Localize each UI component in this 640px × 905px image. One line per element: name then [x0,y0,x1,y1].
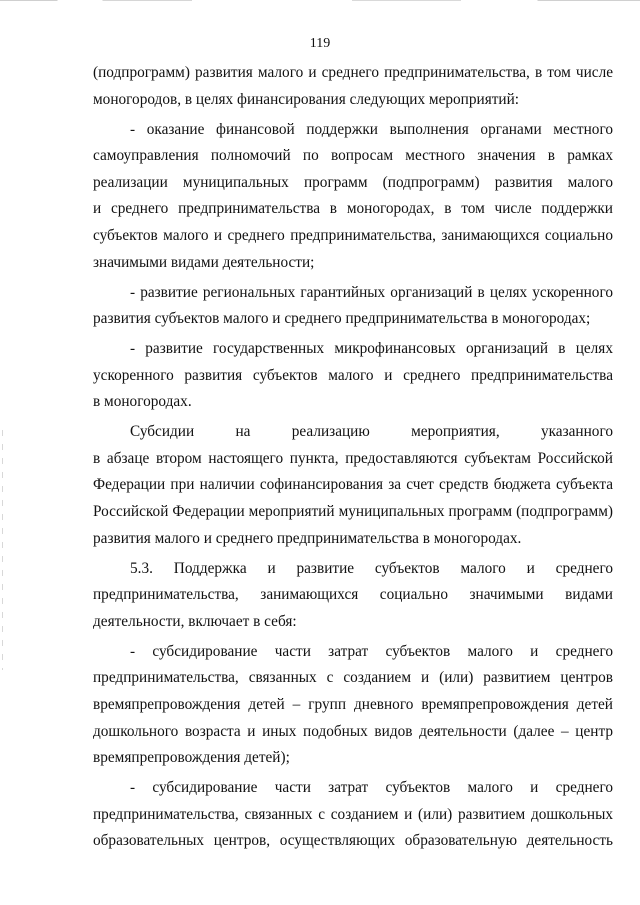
text-line: Федерации при наличии софинансирования за счет средств бюджета субъекта [93,476,613,494]
text-line: - субсидирование части затрат субъектов малого и среднего [130,642,613,660]
text-line: и среднего предпринимательства в моногородах, в том числе поддержки [93,200,613,218]
text-line: Российской Федерации мероприятий муниципальных программ (подпрограмм) [93,503,613,521]
text-line: реализации муниципальных программ (подпрограмм) развития малого [93,173,613,191]
text-line: ускоренного развития субъектов малого и среднего предпринимательства [93,366,613,384]
scan-artifact-top [0,0,640,1]
text-line: образовательных центров, осуществляющих образовательную деятельность [93,832,613,850]
text-line: дошкольного возраста и иных подобных видов деятельности (далее – центр [93,722,613,740]
text-line: - оказание финансовой поддержки выполнения органами местного [130,120,613,138]
text-line: в моногородах. [93,393,192,411]
text-line: предпринимательства, занимающихся социально значимыми видами [93,586,613,604]
text-line: времяпрепровождения детей – групп дневного времяпрепровождения детей [93,696,613,713]
text-line: - субсидирование части затрат субъектов малого и среднего [130,779,613,797]
text-line: Субсидии на реализацию мероприятия, указанного [130,423,613,441]
text-line: развития малого и среднего предпринимательства в моногородах. [93,529,522,547]
text-line: развития субъектов малого и среднего предпринимательства в моногородах; [93,310,591,328]
text-line: в абзаце втором настоящего пункта, предоставляются субъектам Российской [93,449,613,467]
text-line: моногородов, в целях финансирования следующих мероприятий: [93,90,520,108]
text-line: самоуправления полномочий по вопросам местного значения в рамках [93,147,613,165]
body-text [93,60,613,855]
text-line: 5.3. Поддержка и развитие субъектов малого и среднего [130,559,613,577]
scan-artifact-left [2,430,3,670]
text-line: субъектов малого и среднего предпринимательства, занимающихся социально [93,226,613,244]
text-line: - развитие государственных микрофинансовых организаций в целях [130,340,613,358]
text-line: времяпрепровождения детей); [93,749,290,767]
page-number: 119 [309,36,331,51]
text-line: значимыми видами деятельности; [93,253,315,271]
text-line: предпринимательства, связанных с созданием и (или) развитием дошкольных [93,805,613,823]
text-line: - развитие региональных гарантийных организаций в целях ускоренного [130,283,613,301]
text-line: деятельности, включает в себя: [93,612,297,630]
text-line: предпринимательства, связанных с созданием и (или) развитием центров [93,669,613,687]
text-line: (подпрограмм) развития малого и среднего предпринимательства, в том числе [93,64,613,81]
